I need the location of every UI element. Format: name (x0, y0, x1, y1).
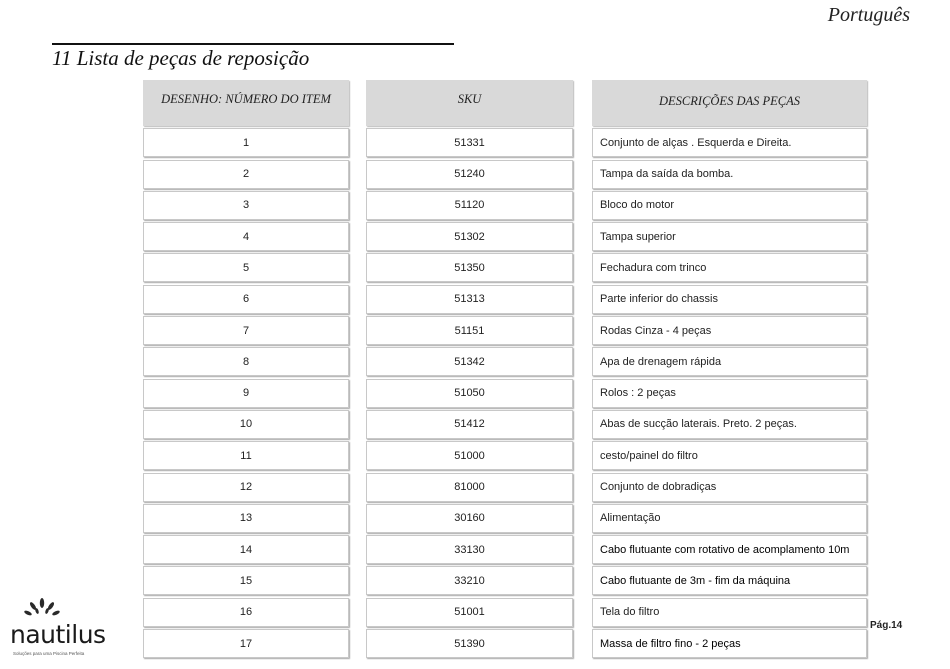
description-cell: Apa de drenagem rápida (592, 347, 867, 376)
item-number-header: DESENHO: NÚMERO DO ITEM (143, 80, 349, 126)
sku-cell: 51120 (366, 191, 573, 220)
sku-cell: 51000 (366, 441, 573, 470)
description-cell: Tela do filtro (592, 598, 867, 627)
sku-cell: 51331 (366, 128, 573, 157)
description-cell: Rodas Cinza - 4 peças (592, 316, 867, 345)
section-title: 11 Lista de peças de reposição (52, 46, 310, 70)
sku-cell: 51240 (366, 160, 573, 189)
description-cell: Alimentação (592, 504, 867, 533)
item-number-cell: 2 (143, 160, 349, 189)
description-cell: Tampa superior (592, 222, 867, 251)
description-cell: Fechadura com trinco (592, 253, 867, 282)
sku-cell: 51342 (366, 347, 573, 376)
description-cell: Parte inferior do chassis (592, 285, 867, 314)
description-header: DESCRIÇÕES DAS PEÇAS (592, 80, 867, 126)
item-number-cell: 1 (143, 128, 349, 157)
description-cell: Bloco do motor (592, 191, 867, 220)
logo-wordmark: nautilus (10, 620, 106, 649)
section-rule (52, 43, 454, 45)
description-cell: Abas de sucção laterais. Preto. 2 peças. (592, 410, 867, 439)
sku-cell: 51050 (366, 379, 573, 408)
sku-cell: 51350 (366, 253, 573, 282)
item-number-cell: 6 (143, 285, 349, 314)
description-cell: Tampa da saída da bomba. (592, 160, 867, 189)
item-number-cell: 9 (143, 379, 349, 408)
item-number-column (143, 80, 349, 658)
sku-cell: 51390 (366, 629, 573, 658)
sunburst-icon (24, 598, 60, 620)
description-cell: Rolos : 2 peças (592, 379, 867, 408)
description-cell: Massa de filtro fino - 2 peças (592, 629, 867, 658)
item-number-cell: 16 (143, 598, 349, 627)
item-number-cell: 17 (143, 629, 349, 658)
item-number-cell: 14 (143, 535, 349, 564)
description-cell: Conjunto de dobradiças (592, 473, 867, 502)
sku-cell: 51151 (366, 316, 573, 345)
item-number-cell: 8 (143, 347, 349, 376)
sku-cell: 51001 (366, 598, 573, 627)
nautilus-logo (10, 598, 125, 660)
item-number-cell: 12 (143, 473, 349, 502)
logo-tagline: Soluções para uma Piscina Perfeita (13, 651, 85, 656)
sku-header: SKU (366, 80, 573, 126)
sku-cell: 51302 (366, 222, 573, 251)
description-cell: cesto/painel do filtro (592, 441, 867, 470)
item-number-cell: 4 (143, 222, 349, 251)
sku-cell: 33210 (366, 566, 573, 595)
item-number-cell: 5 (143, 253, 349, 282)
language-label: Português (827, 4, 910, 26)
sku-cell: 30160 (366, 504, 573, 533)
item-number-cell: 13 (143, 504, 349, 533)
item-number-cell: 7 (143, 316, 349, 345)
item-number-cell: 3 (143, 191, 349, 220)
description-cell: Conjunto de alças . Esquerda e Direita. (592, 128, 867, 157)
sku-cell: 81000 (366, 473, 573, 502)
item-number-cell: 15 (143, 566, 349, 595)
sku-cell: 33130 (366, 535, 573, 564)
description-column (592, 80, 867, 658)
item-number-cell: 10 (143, 410, 349, 439)
sku-cell: 51412 (366, 410, 573, 439)
page-number: Pág.14 (870, 620, 903, 631)
sku-cell: 51313 (366, 285, 573, 314)
description-cell: Cabo flutuante com rotativo de acomplamento 10m (592, 535, 867, 564)
description-cell: Cabo flutuante de 3m - fim da máquina (592, 566, 867, 595)
sku-column (366, 80, 573, 658)
item-number-cell: 11 (143, 441, 349, 470)
